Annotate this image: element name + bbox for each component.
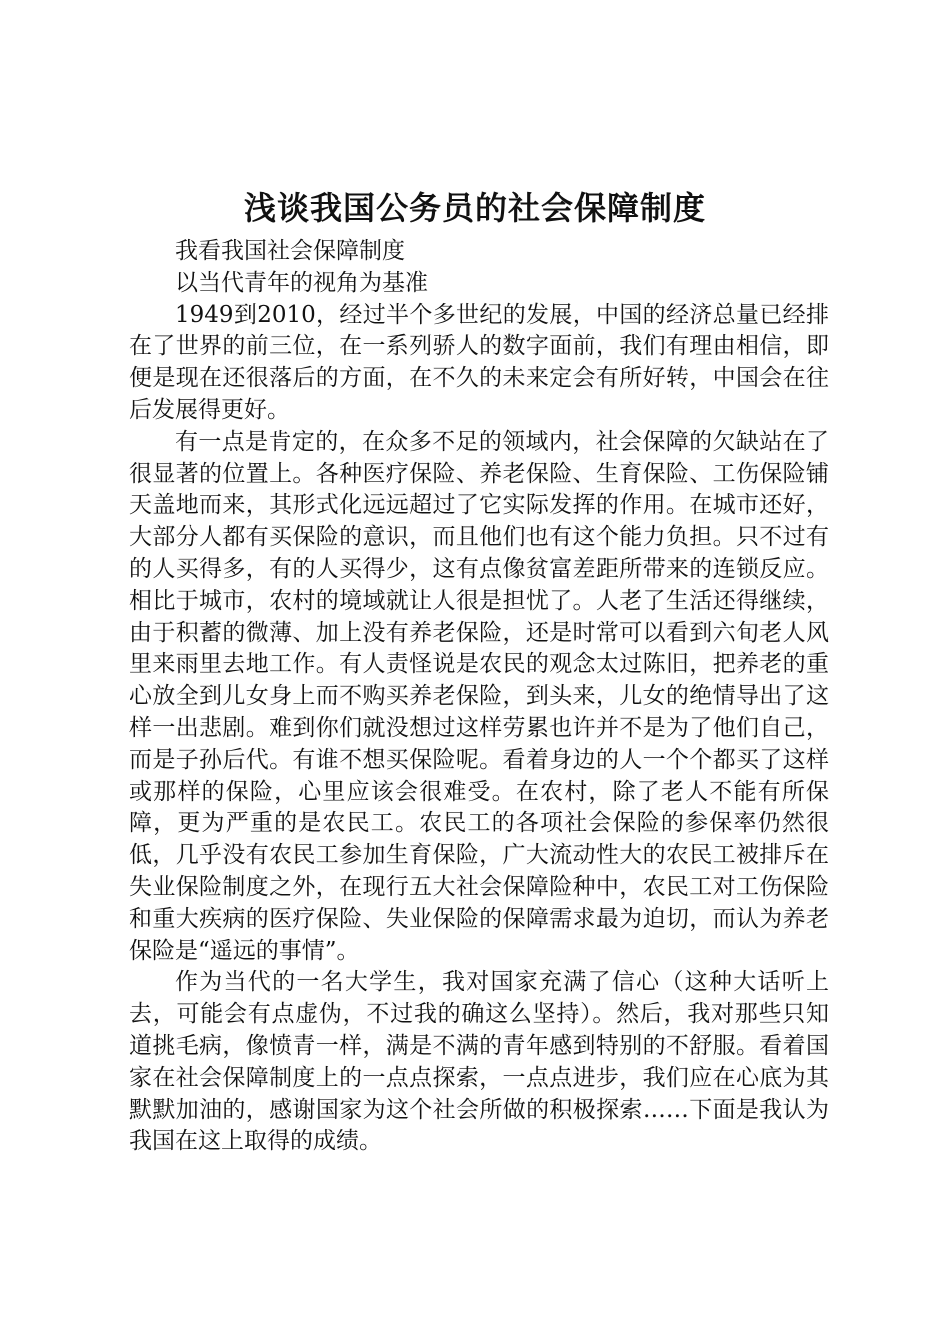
paragraph-student-view: 作为当代的一名大学生，我对国家充满了信心（这种大话听上去，可能会有点虚伪，不过我的确这么坚持）。然后，我对那些只知道挑毛病，像愤青一样，满是不满的青年感到特别的不舒服。看着国家在社会保障制度上的一点点探索，一点点进步，我们应在心底为其默默加油的，感谢国家为这个社会所做的积极探索……下面是我认为我国在这上取得的成绩。 [129,969,829,1155]
subtitle-line-2: 以当代青年的视角为基准 [175,269,428,296]
document-body [129,236,829,1158]
subtitle-line-1: 我看我国社会保障制度 [175,238,405,264]
document-title: 浅谈我国公务员的社会保障制度 [243,189,706,227]
paragraph-intro: 1949到2010，经过半个多世纪的发展，中国的经济总量已经排在了世界的前三位，在一系列骄人的数字面前，我们有理由相信，即便是现在还很落后的方面，在不久的未来定会有所好转，中国会在往后发展得更好。 [129,301,829,423]
paragraph-social-security: 有一点是肯定的，在众多不足的领域内，社会保障的欠缺站在了很显著的位置上。各种医疗保险、养老保险、生育保险、工伤保险铺天盖地而来，其形式化远远超过了它实际发挥的作用。在城市还好，大部分人都有买保险的意识，而且他们也有这个能力负担。只不过有的人买得多，有的人买得少，这有点像贫富差距所带来的连锁反应。相比于城市，农村的境域就让人很是担忧了。人老了生活还得继续，由于积蓄的微薄、加上没有养老保险，还是时常可以看到六旬老人风里来雨里去地工作。有人责怪说是农民的观念太过陈旧，把养老的重心放全到儿女身上而不购买养老保险，到头来，儿女的绝情导出了这样一出悲剧。难到你们就没想过这样劳累也许并不是为了他们自己，而是子孙后代。有谁不想买保险呢。看着身边的人一个个都买了这样或那样的保险，心里应该会很难受。在农村，除了老人不能有所保障，更为严重的是农民工。农民工的各项社会保险的参保率仍然很低，几乎没有农民工参加生育保险，广大流动性大的农民工被排斥在失业保险制度之外，在现行五大社会保障险种中，农民工对工伤保险和重大疾病的医疗保险、失业保险的保障需求最为迫切，而认为养老保险是“遥远的事情”。 [129,428,829,964]
